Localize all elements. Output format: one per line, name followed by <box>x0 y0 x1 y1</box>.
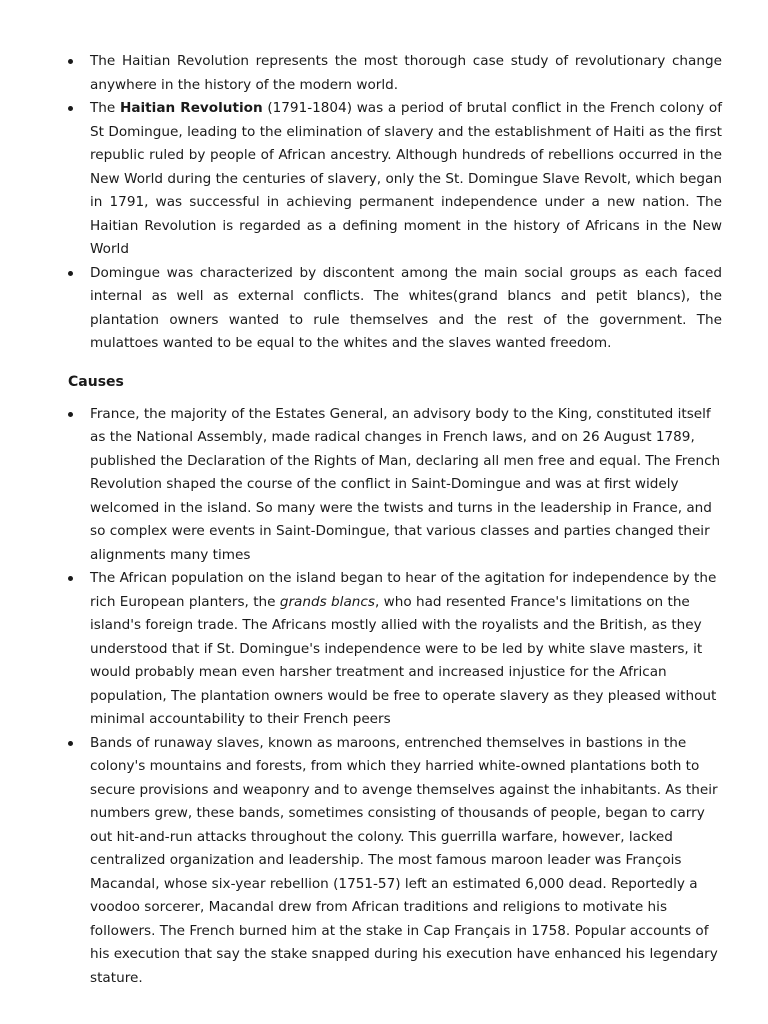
intro-bullet-3-text: Domingue was characterized by discontent among the main social groups as each faced internal as well as external conflicts. The whites(grand blancs and petit blancs), the plantation owners wanted to rule themselves and the rest of the government. The mulattoes wanted to be equal to the whites and the slaves wanted freedom. <box>90 264 722 351</box>
intro-bullet-3 <box>66 262 722 356</box>
intro-bullet-list <box>66 50 722 356</box>
intro-bullet-2-pre: The <box>90 100 120 116</box>
intro-bullet-2 <box>66 97 722 262</box>
causes-bullet-1-text: France, the majority of the Estates General, an advisory body to the King, constituted itself as the National Assembly, made radical changes in French laws, and on 26 August 1789, published the Declaration of the Rights of Man, declaring all men free and equal. The French Revolution shaped the course of the conflict in Saint-Domingue and was at first widely welcomed in the island. So many were the twists and turns in the leadership in France, and so complex were events in Saint-Domingue, that various classes and parties changed their alignments many times <box>90 405 721 563</box>
intro-bullet-1 <box>66 50 722 97</box>
causes-bullet-list <box>66 403 722 991</box>
intro-bullet-1-text: The Haitian Revolution represents the most thorough case study of revolutionary change anywhere in the history of the modern world. <box>90 53 722 93</box>
causes-heading: Causes <box>68 373 124 390</box>
causes-bullet-2-post: , who had resented France's limitations on the island's foreign trade. The Africans mostly allied with the royalists and the British, as they understood that if St. Domingue's independence were to be led by white slave masters, it would probably mean even harsher treatment and increased injustice for the African population, The plantation owners would be free to operate slavery as they pleased without minimal accountability to their French peers <box>90 593 717 727</box>
haitian-revolution-bold-term: Haitian Revolution <box>119 100 263 116</box>
grands-blancs-italic-term: grands blancs <box>279 593 375 610</box>
intro-bullet-2-post: (1791-1804) was a period of brutal conflict in the French colony of St Domingue, leading to the elimination of slavery and the establishment of Haiti as the first republic ruled by people of African ancestry. Although hundreds of rebellions occurred in the New World during the centuries of slavery, only the St. Domingue Slave Revolt, which began in 1791, was successful in achieving permanent independence under a new nation. The Haitian Revolution is regarded as a defining moment in the history of Africans in the New World <box>90 100 722 257</box>
causes-bullet-2-pre: The African population on the island began to hear of the agitation for independence by the rich European planters, the <box>90 570 717 610</box>
causes-bullet-2 <box>66 567 722 732</box>
causes-bullet-3 <box>66 732 722 991</box>
causes-bullet-1 <box>66 403 722 568</box>
causes-bullet-3-text: Bands of runaway slaves, known as maroons, entrenched themselves in bastions in the colony's mountains and forests, from which they harried white-owned plantations both to secure provisions and weaponry and to avenge themselves against the inhabitants. As their numbers grew, these bands, sometimes consisting of thousands of people, began to carry out hit-and-run attacks throughout the colony. This guerrilla warfare, however, lacked centralized organization and leadership. The most famous maroon leader was François Macandal, whose six-year rebellion (1751-57) left an estimated 6,000 dead. Reportedly a voodoo sorcerer, Macandal drew from African traditions and religions to motivate his followers. The French burned him at the stake in Cap Français in 1758. Popular accounts of his execution that say the stake snapped during his execution have enhanced his legendary stature. <box>90 734 718 986</box>
